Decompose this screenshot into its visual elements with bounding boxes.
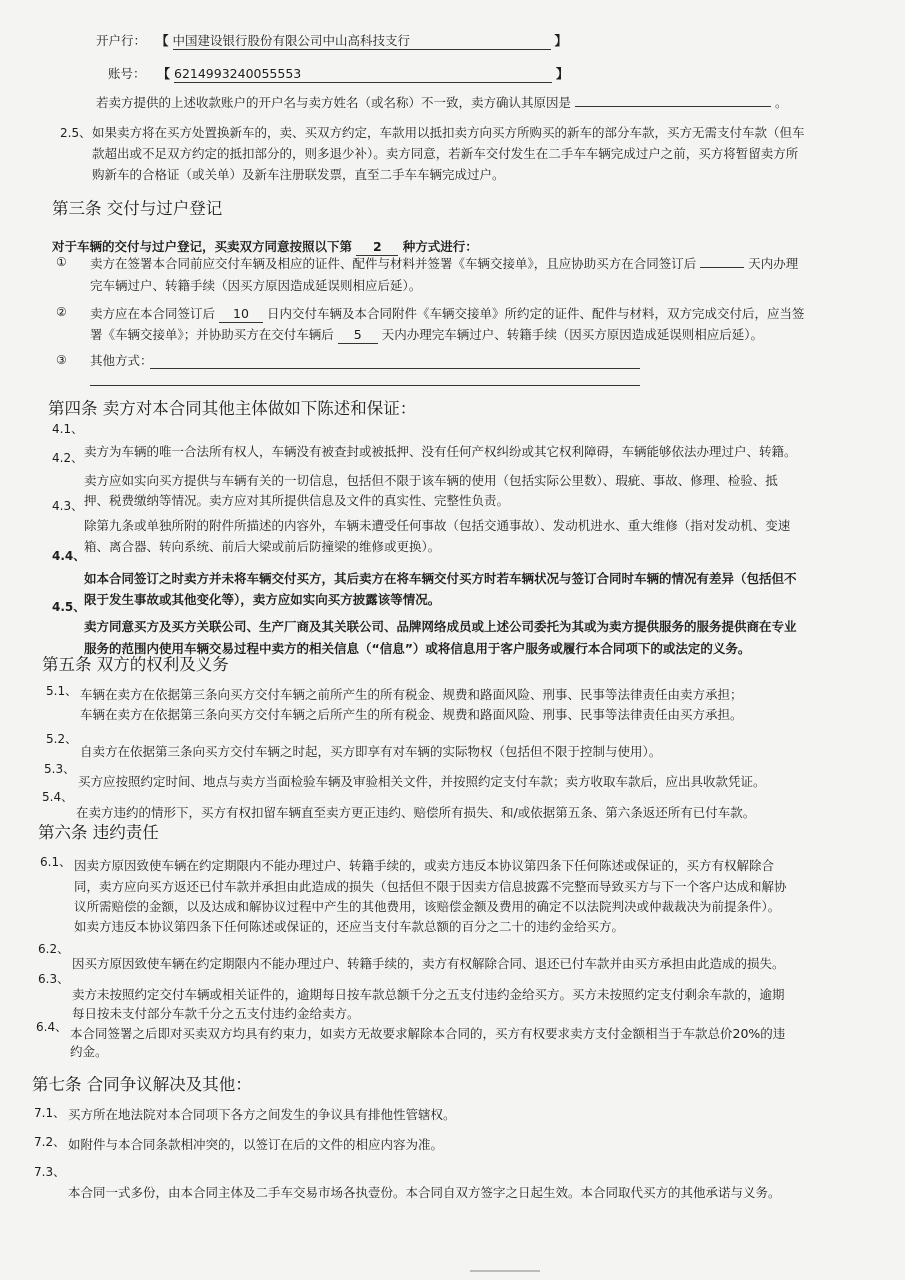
- option-1-days-blank: [700, 267, 744, 268]
- bank-value: 中国建设银行股份有限公司中山高科技支行: [173, 33, 551, 50]
- clause-4-4-line: 如本合同签订之时卖方并未将车辆交付买方，其后卖方在将车辆交付买方时若车辆状况与签订合同时车辆的情况有差异（包括但不: [84, 571, 797, 586]
- clause-number: 6.4、: [36, 1020, 68, 1034]
- clause-7-2-line: 如附件与本合同条款相冲突的，以签订在后的文件的相应内容为准。: [68, 1137, 444, 1152]
- clause-number: 4.2、: [52, 451, 84, 465]
- option-3-blank-line: [90, 385, 640, 386]
- clause-number: 7.1、: [34, 1106, 66, 1120]
- clause-4-3-line: 箱、离合器、转向系统、前后大梁或前后防撞梁的维修或更换）。: [84, 539, 441, 554]
- account-label: 账号：: [108, 66, 146, 81]
- clause-4-1-line: 卖方为车辆的唯一合法所有权人，车辆没有被查封或被抵押、没有任何产权纠纷或其它权利障碍，车辆能够依法办理过户、转籍。: [84, 444, 797, 459]
- bracket-close: 】: [554, 33, 567, 48]
- clause-5-2-line: 自卖方在依据第三条向买方交付车辆之时起，买方即享有对车辆的实际物权（包括但不限于控制与使用）。: [80, 744, 662, 759]
- clause-6-1-line: 议所需赔偿的金额，以及达成和解协议过程中产生的其他费用，该赔偿金额及费用的确定不以法院判决或仲裁裁决为前提条件）。: [74, 899, 781, 914]
- clause-5-4-line: 在卖方违约的情形下，买方有权扣留车辆直至卖方更正违约、赔偿所有损失、和/或依据第五条、第六条返还所有已付车款。: [76, 805, 756, 820]
- bracket-open: 【: [157, 66, 171, 81]
- bank-label: 开户行：: [96, 33, 147, 48]
- clause-5-1-line: 车辆在卖方在依据第三条向买方交付车辆之后所产生的所有税金、规费和路面风险、刑事、民事等法律责任由买方承担。: [80, 707, 743, 722]
- clause-4-2-line: 押、税费缴纳等情况。卖方应对其所提供信息及文件的真实性、完整性负责。: [84, 493, 510, 508]
- clause-number: 2.5、: [60, 126, 92, 140]
- clause-2-5-line: 款超出或不足双方约定的抵扣部分的，则多退少补）。卖方同意，若新车交付发生在二手车车辆完成过户之前，买方将暂留卖方所: [92, 146, 799, 161]
- option-2-text: 署《车辆交接单》；并协助买方在交付车辆后: [90, 327, 334, 342]
- bracket-close: 】: [555, 66, 569, 81]
- option-3-number: ③: [56, 353, 67, 367]
- clause-number: 4.5、: [52, 600, 86, 614]
- clause-number: 6.3、: [38, 972, 70, 986]
- article-7-title: 第七条 合同争议解决及其他：: [32, 1075, 252, 1094]
- intro-post: 种方式进行：: [402, 239, 478, 254]
- clause-7-3-line: 本合同一式多份，由本合同主体及二手车交易市场各执壹份。本合同自双方签字之日起生效。本合同取代买方的其他承诺与义务。: [68, 1185, 781, 1200]
- option-1-line: [90, 255, 798, 273]
- clause-4-2-line: 卖方应如实向买方提供与车辆有关的一切信息，包括但不限于该车辆的使用（包括实际公里数）、瑕疵、事故、修理、检验、抵: [84, 473, 778, 488]
- article-6-title: 第六条 违约责任: [38, 823, 159, 842]
- clause-4-5-line: 卖方同意买方及买方关联公司、生产厂商及其关联公司、品牌网络成员或上述公司委托为其或为卖方提供服务的服务提供商在专业: [84, 619, 797, 634]
- clause-6-1-line: 因卖方原因致使车辆在约定期限内不能办理过户、转籍手续的，或卖方违反本协议第四条下任何陈述或保证的，买方有权解除合: [74, 858, 775, 873]
- clause-number: 5.3、: [44, 762, 76, 776]
- mismatch-text: 若卖方提供的上述收款账户的开户名与卖方姓名（或名称）不一致，卖方确认其原因是: [96, 95, 572, 110]
- account-row: [108, 65, 569, 83]
- article-3-intro: [52, 238, 478, 256]
- bank-row: [96, 32, 567, 50]
- clause-number: 5.2、: [46, 732, 78, 746]
- clause-7-1-line: 买方所在地法院对本合同项下各方之间发生的争议具有排他性管辖权。: [68, 1107, 456, 1122]
- option-2-delivery-days: 10: [219, 306, 263, 323]
- option-1-text-end: 天内办理: [748, 256, 799, 271]
- clause-number: 5.1、: [46, 684, 78, 698]
- option-1-text: 卖方在签署本合同前应交付车辆及相应的证件、配件与材料并签署《车辆交接单》，且应协助买方在合同签订后: [90, 256, 697, 271]
- option-2-line: [90, 305, 805, 323]
- intro-pre: 对于车辆的交付与过户登记，买卖双方同意按照以下第: [52, 239, 353, 254]
- clause-number: 4.4、: [52, 549, 86, 563]
- option-2-text: 卖方应在本合同签订后: [90, 306, 216, 321]
- mismatch-reason-blank: [575, 106, 771, 107]
- method-choice-value: 2: [356, 239, 398, 256]
- clause-6-3-line: 卖方未按照约定交付车辆或相关证件的，逾期每日按车款总额千分之五支付违约金给买方。买方未按照约定支付剩余车款的，逾期: [72, 987, 785, 1002]
- clause-4-5-line: 服务的范围内使用车辆交易过程中卖方的相关信息（“信息”）或将信息用于客户服务或履行本合同项下的或法定的义务。: [84, 641, 751, 656]
- clause-number: 7.2、: [34, 1135, 66, 1149]
- account-value: 6214993240055553: [174, 66, 552, 83]
- clause-number: 5.4、: [42, 790, 74, 804]
- article-5-title: 第五条 双方的权利及义务: [42, 655, 229, 674]
- clause-6-4-line: 本合同签署之后即对买卖双方均具有约束力，如卖方无故要求解除本合同的，买方有权要求卖方支付金额相当于车款总价20%的违: [70, 1026, 786, 1041]
- bracket-open: 【: [156, 33, 169, 48]
- option-2-line: [90, 326, 763, 344]
- scan-artifact: [470, 1270, 540, 1280]
- option-3-line: [90, 352, 153, 370]
- clause-number: 4.3、: [52, 499, 84, 513]
- clause-5-3-line: 买方应按照约定时间、地点与卖方当面检验车辆及审验相关文件，并按照约定支付车款；卖方收取车款后，应出具收款凭证。: [78, 774, 766, 789]
- clause-4-4-line: 限于发生事故或其他变化等），卖方应如实向买方披露该等情况。: [84, 592, 441, 607]
- clause-6-2-line: 因买方原因致使车辆在约定期限内不能办理过户、转籍手续的，卖方有权解除合同、退还已付车款并由买方承担由此造成的损失。: [72, 956, 785, 971]
- article-3-title: 第三条 交付与过户登记: [52, 199, 223, 218]
- clause-4-3-line: 除第九条或单独所附的附件所描述的内容外，车辆未遭受任何事故（包括交通事故）、发动机进水、重大维修（指对发动机、变速: [84, 518, 791, 533]
- clause-6-1-line: 如卖方违反本协议第四条下任何陈述或保证的，还应当支付车款总额的百分之二十的违约金给买方。: [74, 919, 625, 934]
- option-2-number: ②: [56, 305, 67, 319]
- clause-6-4-line: 约金。: [70, 1044, 108, 1059]
- option-2-text-end: 天内办理完车辆过户、转籍手续（因买方原因造成延误则相应后延）。: [381, 327, 763, 342]
- clause-number: 7.3、: [34, 1165, 66, 1179]
- clause-number: 6.2、: [38, 942, 70, 956]
- option-2-transfer-days: 5: [338, 327, 378, 344]
- article-4-title: 第四条 卖方对本合同其他主体做如下陈述和保证：: [48, 399, 417, 418]
- clause-2-5-line: 如果卖方将在买方处置换新车的，卖、买双方约定，车款用以抵扣卖方向买方所购买的新车的部分车款，买方无需支付车款（但车: [92, 125, 805, 140]
- mismatch-row: [96, 94, 788, 112]
- clause-number: 4.1、: [52, 422, 84, 436]
- clause-2-5-line: 购新车的合格证（或关单）及新车注册联发票，直至二手车车辆完成过户。: [92, 167, 505, 182]
- option-1-number: ①: [56, 255, 67, 269]
- option-1-line: 完车辆过户、转籍手续（因买方原因造成延误则相应后延）。: [90, 278, 422, 293]
- mismatch-end: 。: [774, 95, 788, 110]
- clause-5-1-line: 车辆在卖方在依据第三条向买方交付车辆之前所产生的所有税金、规费和路面风险、刑事、民事等法律责任由卖方承担；: [80, 687, 743, 702]
- option-2-text-cont: 日内交付车辆及本合同附件《车辆交接单》所约定的证件、配件与材料，双方完成交付后，应当签: [266, 306, 805, 321]
- option-3-label: 其他方式：: [90, 353, 153, 368]
- clause-number: 6.1、: [40, 855, 72, 869]
- clause-6-1-line: 同，卖方应向买方返还已付车款并承担由此造成的损失（包括但不限于因卖方信息披露不完整而导致买方与下一个客户达成和解协: [74, 879, 787, 894]
- option-3-blank-line: [150, 368, 640, 369]
- clause-6-3-line: 每日按未支付部分车款千分之五支付违约金给卖方。: [72, 1006, 360, 1021]
